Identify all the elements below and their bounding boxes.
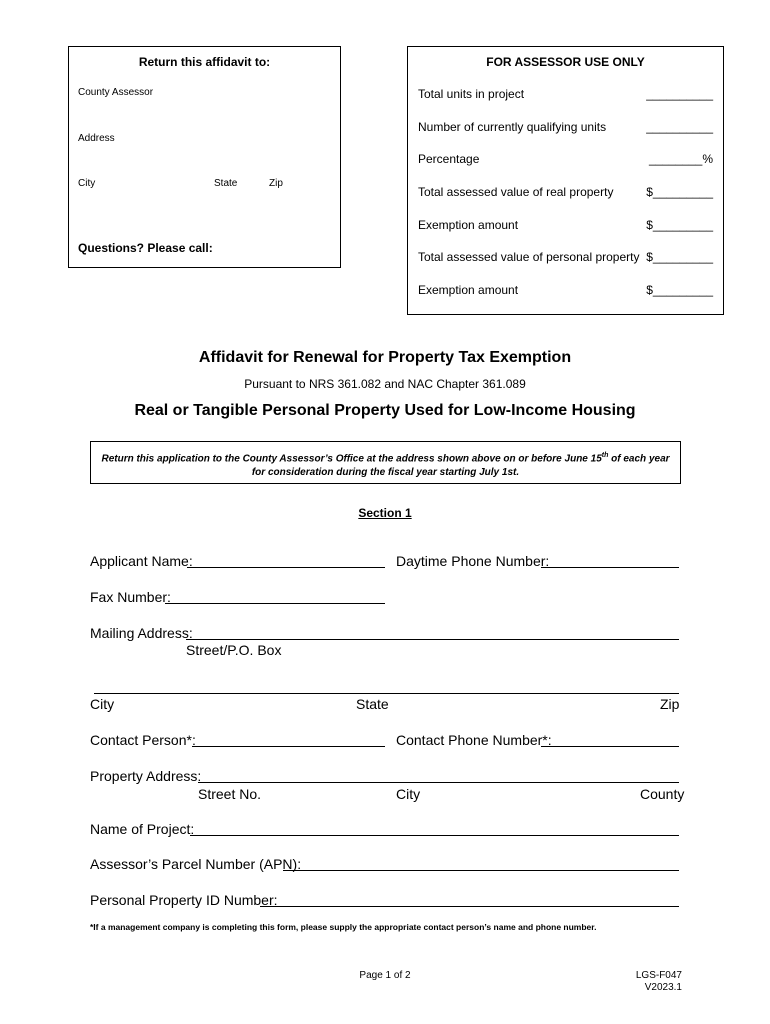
applicant-name-label: Applicant Name:	[90, 553, 193, 569]
fax-number-label: Fax Number:	[90, 589, 171, 605]
state-label: State	[214, 178, 238, 189]
applicant-name-input[interactable]	[187, 555, 385, 568]
address-label: Address	[78, 133, 115, 144]
mailing-address-label: Mailing Address:	[90, 625, 193, 641]
property-address-label: Property Address:	[90, 768, 202, 784]
notice-box	[90, 441, 681, 484]
mailing-address-input[interactable]	[186, 627, 679, 640]
form-subtitle: Pursuant to NRS 361.082 and NAC Chapter 361.089	[244, 377, 526, 391]
contact-person-input[interactable]	[192, 734, 385, 747]
city-label: City	[78, 178, 96, 189]
assessor-row	[408, 218, 723, 232]
contact-person-label: Contact Person*:	[90, 732, 196, 748]
zip-label: Zip	[269, 178, 283, 189]
apn-input[interactable]	[283, 858, 679, 871]
county-assessor-label: County Assessor	[78, 87, 154, 98]
county-sublabel: County	[640, 786, 685, 802]
apn-label: Assessor’s Parcel Number (APN):	[90, 856, 302, 872]
row-label: Exemption amount	[418, 283, 519, 297]
city-sublabel: City	[90, 696, 115, 712]
notice-text-b: of each year for consideration during the fiscal year starting July 1st.	[251, 453, 670, 479]
assessor-row	[408, 87, 723, 101]
property-address-input[interactable]	[198, 770, 679, 783]
state-sublabel: State	[356, 696, 389, 712]
project-name-input[interactable]	[190, 823, 679, 836]
property-city-sublabel: City	[396, 786, 421, 802]
row-label: Total assessed value of personal property	[418, 250, 640, 264]
zip-sublabel: Zip	[660, 696, 680, 712]
street-no-sublabel: Street No.	[198, 786, 262, 802]
daytime-phone-input[interactable]	[541, 555, 679, 568]
contact-phone-input[interactable]	[541, 734, 679, 747]
row-value: $_________	[646, 185, 713, 199]
assessor-row	[408, 152, 723, 166]
row-value: __________	[646, 87, 713, 101]
return-affidavit-box	[68, 46, 341, 268]
contact-phone-label: Contact Phone Number*:	[396, 732, 552, 748]
daytime-phone-label: Daytime Phone Number:	[396, 553, 550, 569]
return-box-title: Return this affidavit to:	[138, 55, 271, 69]
form-version: V2023.1	[644, 982, 682, 993]
row-label: Percentage	[418, 152, 480, 166]
fax-number-input[interactable]	[165, 591, 385, 604]
row-value: $_________	[646, 283, 713, 297]
row-label: Total units in project	[418, 87, 525, 101]
row-value: ________%	[648, 152, 713, 166]
assessor-row	[408, 250, 723, 264]
assessor-row	[408, 283, 723, 297]
footnote: *If a management company is completing this form, please supply the appropriate contact person’s name and phone number.	[90, 922, 597, 932]
questions-label: Questions? Please call:	[78, 241, 213, 255]
notice-sup: th	[601, 452, 609, 459]
form-title-2: Real or Tangible Personal Property Used for Low-Income Housing	[134, 402, 636, 419]
street-po-label: Street/P.O. Box	[186, 642, 282, 658]
form-title: Affidavit for Renewal for Property Tax Exemption	[198, 349, 572, 366]
row-value: $_________	[646, 250, 713, 264]
notice-text-a: Return this application to the County Assessor’s Office at the address shown above on or before June 15	[101, 453, 602, 465]
assessor-use-only-box	[407, 46, 724, 315]
form-id: LGS-F047	[635, 970, 682, 981]
assessor-box-title: FOR ASSESSOR USE ONLY	[486, 55, 645, 69]
notice-text	[99, 449, 672, 480]
assessor-row	[408, 185, 723, 199]
row-label: Exemption amount	[418, 218, 519, 232]
row-value: __________	[646, 120, 713, 134]
section-heading: Section 1	[358, 506, 412, 520]
page-number: Page 1 of 2	[359, 970, 411, 981]
assessor-row	[408, 120, 723, 134]
personal-property-id-label: Personal Property ID Number:	[90, 892, 278, 908]
project-name-label: Name of Project:	[90, 821, 195, 837]
row-label: Number of currently qualifying units	[418, 120, 607, 134]
personal-property-id-input[interactable]	[260, 894, 679, 907]
row-label: Total assessed value of real property	[418, 185, 614, 199]
row-value: $_________	[646, 218, 713, 232]
city-state-zip-input[interactable]	[94, 681, 679, 694]
